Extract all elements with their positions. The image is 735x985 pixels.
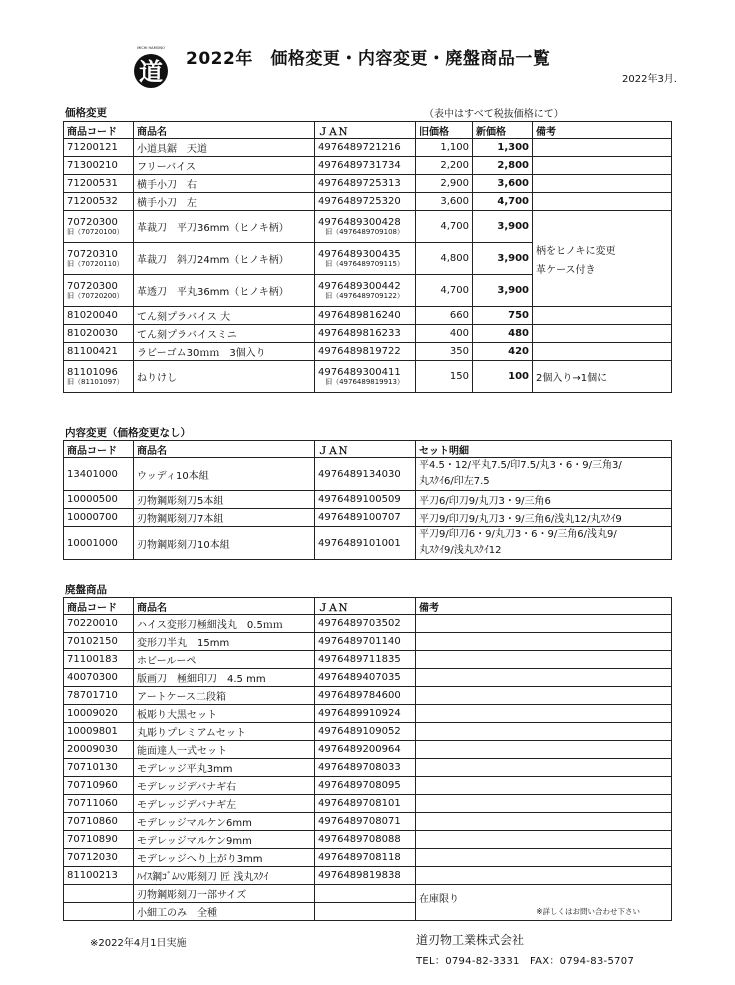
table-row xyxy=(64,687,672,705)
table-row xyxy=(64,458,672,491)
cell-code: 71200531 xyxy=(64,175,134,193)
logo-char: 道 xyxy=(139,57,163,86)
cell-jan xyxy=(315,275,416,307)
cell-set-detail xyxy=(416,527,672,560)
stock-note: 在庫限り xyxy=(419,894,459,905)
table-row xyxy=(64,633,672,651)
cell-remarks xyxy=(533,139,672,157)
cell-new-price: 4,700 xyxy=(473,193,533,211)
cell-remarks xyxy=(416,741,672,759)
cell-code xyxy=(64,243,134,275)
cell-remarks xyxy=(416,705,672,723)
document-date: 2022年3月. xyxy=(622,74,677,85)
cell-name: 版画刀 極細印刀 4.5 mm xyxy=(134,669,315,687)
cell-code: 10009020 xyxy=(64,705,134,723)
inquiry-note: ※詳しくはお問い合わせ下さい xyxy=(536,907,640,916)
cell-new-price: 100 xyxy=(473,361,533,393)
cell-new-price: 3,600 xyxy=(473,175,533,193)
cell-jan: 4976489708095 xyxy=(315,777,416,795)
cell-code: 81100421 xyxy=(64,343,134,361)
cell-remarks xyxy=(416,867,672,885)
detail-line: 丸ｽｸｲ6/印左7.5 xyxy=(419,476,490,487)
col-new-price: 新価格 xyxy=(473,122,533,139)
effective-date: ※2022年4月1日実施 xyxy=(90,938,187,949)
code-old: 旧（70720110） xyxy=(67,260,124,268)
cell-jan: 4976489708071 xyxy=(315,813,416,831)
cell-jan: 4976489708088 xyxy=(315,831,416,849)
cell-set-detail: 平刀6/印刀9/丸刀3・9/三角6 xyxy=(416,491,672,509)
cell-jan: 4976489701140 xyxy=(315,633,416,651)
table-row xyxy=(64,759,672,777)
cell-new-price: 750 xyxy=(473,307,533,325)
cell-jan: 4976489101001 xyxy=(315,527,416,560)
cell-jan: 4976489819838 xyxy=(315,867,416,885)
cell-name: モデレッジマルケン6mm xyxy=(134,813,315,831)
table-row xyxy=(64,211,672,243)
cell-name: モデレッジデバナギ左 xyxy=(134,795,315,813)
cell-remarks xyxy=(416,831,672,849)
cell-jan: 4976489721216 xyxy=(315,139,416,157)
cell-old-price: 1,100 xyxy=(416,139,473,157)
cell-code: 70712030 xyxy=(64,849,134,867)
table-row xyxy=(64,343,672,361)
cell-code: 71100183 xyxy=(64,651,134,669)
cell-name: 小細工のみ 全種 xyxy=(134,903,315,921)
col-jan: ＪＡＮ xyxy=(315,441,416,458)
cell-remarks xyxy=(416,813,672,831)
table-row xyxy=(64,831,672,849)
cell-code: 20009030 xyxy=(64,741,134,759)
cell-code: 10001000 xyxy=(64,527,134,560)
table-row xyxy=(64,193,672,211)
discontinued-table xyxy=(63,597,672,921)
cell-name: モデレッジデバナギ右 xyxy=(134,777,315,795)
cell-name: ホビールーペ xyxy=(134,651,315,669)
cell-code xyxy=(64,361,134,393)
table-row xyxy=(64,669,672,687)
cell-code xyxy=(64,211,134,243)
cell-name: アートケース二段箱 xyxy=(134,687,315,705)
cell-name: モデレッジ平丸3mm xyxy=(134,759,315,777)
company-logo xyxy=(128,44,174,90)
jan-old: 旧（4976489819913） xyxy=(325,378,404,386)
cell-code: 81020040 xyxy=(64,307,134,325)
cell-name: 変形刀半丸 15mm xyxy=(134,633,315,651)
cell-name: 丸彫りプレミアムセット xyxy=(134,723,315,741)
cell-new-price: 3,900 xyxy=(473,275,533,307)
cell-remarks xyxy=(416,885,672,921)
cell-jan: 4976489725320 xyxy=(315,193,416,211)
cell-name: 板彫り大黒セット xyxy=(134,705,315,723)
col-name: 商品名 xyxy=(134,441,315,458)
cell-jan: 4976489708033 xyxy=(315,759,416,777)
table-row xyxy=(64,615,672,633)
cell-code xyxy=(64,903,134,921)
jan-current: 4976489300435 xyxy=(318,249,401,260)
cell-name: 能面達人一式セット xyxy=(134,741,315,759)
logo-caption: MICHI HAMONO xyxy=(137,46,165,50)
col-remarks: 備考 xyxy=(416,598,672,615)
cell-code: 70102150 xyxy=(64,633,134,651)
table-header-row xyxy=(64,598,672,615)
cell-name: 刃物鋼彫刻刀10本組 xyxy=(134,527,315,560)
cell-remarks xyxy=(533,157,672,175)
remark-line: 柄をヒノキに変更 xyxy=(536,245,616,257)
contact-info: TEL：0794-82-3331 FAX：0794-83-5707 xyxy=(416,956,635,967)
cell-name: ラビーゴム30ｍｍ 3個入り xyxy=(134,343,315,361)
cell-name: ﾊｲｽ鋼ｺﾞﾑﾊﾝ彫刻刀 匠 浅丸ｽｸｲ xyxy=(134,867,315,885)
cell-new-price: 480 xyxy=(473,325,533,343)
table-row xyxy=(64,813,672,831)
cell-name: 横手小刀 左 xyxy=(134,193,315,211)
cell-code: 70710860 xyxy=(64,813,134,831)
table-row xyxy=(64,723,672,741)
cell-remarks xyxy=(416,777,672,795)
cell-remarks xyxy=(416,687,672,705)
cell-remarks xyxy=(416,759,672,777)
cell-jan: 4976489100509 xyxy=(315,491,416,509)
cell-new-price: 3,900 xyxy=(473,243,533,275)
table-row xyxy=(64,527,672,560)
cell-code: 40070300 xyxy=(64,669,134,687)
cell-jan: 4976489708118 xyxy=(315,849,416,867)
table-row xyxy=(64,175,672,193)
cell-old-price: 350 xyxy=(416,343,473,361)
cell-jan: 4976489784600 xyxy=(315,687,416,705)
col-name: 商品名 xyxy=(134,598,315,615)
code-current: 70720300 xyxy=(67,217,118,228)
content-change-title: 内容変更（価格変更なし） xyxy=(65,427,191,439)
table-row xyxy=(64,849,672,867)
code-current: 70720310 xyxy=(67,249,118,260)
cell-old-price: 3,600 xyxy=(416,193,473,211)
table-row xyxy=(64,777,672,795)
cell-jan: 4976489711835 xyxy=(315,651,416,669)
cell-name: 小道具鋸 天道 xyxy=(134,139,315,157)
code-current: 81101096 xyxy=(67,367,118,378)
table-row xyxy=(64,741,672,759)
tax-note: （表中はすべて税抜価格にて） xyxy=(424,109,564,120)
cell-jan xyxy=(315,903,416,921)
cell-jan: 4976489731734 xyxy=(315,157,416,175)
code-old: 旧（81101097） xyxy=(67,378,124,386)
cell-remarks xyxy=(416,669,672,687)
cell-code xyxy=(64,885,134,903)
cell-name: 革裁刀 斜刀24mm（ヒノキ柄） xyxy=(134,243,315,275)
jan-old: 旧（4976489709122） xyxy=(325,292,404,300)
table-row xyxy=(64,157,672,175)
jan-current: 4976489300442 xyxy=(318,281,401,292)
cell-jan xyxy=(315,361,416,393)
cell-jan xyxy=(315,885,416,903)
cell-jan: 4976489109052 xyxy=(315,723,416,741)
cell-code: 10009801 xyxy=(64,723,134,741)
jan-current: 4976489300411 xyxy=(318,367,401,378)
price-change-table xyxy=(63,121,672,393)
detail-line: 平刀9/印刀6・9/丸刀3・6・9/三角6/浅丸9/ xyxy=(419,529,617,540)
cell-new-price: 420 xyxy=(473,343,533,361)
cell-code: 78701710 xyxy=(64,687,134,705)
page-title: 2022年 価格変更・内容変更・廃盤商品一覧 xyxy=(186,49,551,69)
cell-set-detail xyxy=(416,458,672,491)
table-header-row xyxy=(64,122,672,139)
cell-code: 71300210 xyxy=(64,157,134,175)
cell-code: 70710890 xyxy=(64,831,134,849)
cell-new-price: 1,300 xyxy=(473,139,533,157)
table-row xyxy=(64,651,672,669)
table-row xyxy=(64,307,672,325)
cell-code: 70710130 xyxy=(64,759,134,777)
cell-name: モデレッジへり上がり3mm xyxy=(134,849,315,867)
cell-jan: 4976489200964 xyxy=(315,741,416,759)
table-row xyxy=(64,795,672,813)
cell-remarks xyxy=(416,723,672,741)
col-set-detail: セット明細 xyxy=(416,441,672,458)
cell-jan: 4976489816240 xyxy=(315,307,416,325)
cell-jan: 4976489708101 xyxy=(315,795,416,813)
cell-code: 13401000 xyxy=(64,458,134,491)
detail-line: 丸ｽｸｲ9/浅丸ｽｸｲ12 xyxy=(419,545,502,556)
cell-name: 刃物鋼彫刻刀5本組 xyxy=(134,491,315,509)
cell-remarks xyxy=(533,325,672,343)
cell-name: てん刻プラバイス 大 xyxy=(134,307,315,325)
cell-name: ハイス変形刀極細浅丸 0.5ｍｍ xyxy=(134,615,315,633)
cell-new-price: 3,900 xyxy=(473,211,533,243)
cell-name: ねりけし xyxy=(134,361,315,393)
cell-code: 81020030 xyxy=(64,325,134,343)
cell-name: フリーバイス xyxy=(134,157,315,175)
col-remarks: 備考 xyxy=(533,122,672,139)
discontinued-title: 廃盤商品 xyxy=(65,584,107,596)
remark-line: 革ケース付き xyxy=(536,264,596,276)
cell-name: モデレッジマルケン9mm xyxy=(134,831,315,849)
cell-set-detail: 平刀9/印刀9/丸刀3・9/三角6/浅丸12/丸ｽｸｲ9 xyxy=(416,509,672,527)
cell-jan: 4976489407035 xyxy=(315,669,416,687)
code-current: 70720300 xyxy=(67,281,118,292)
cell-jan: 4976489910924 xyxy=(315,705,416,723)
cell-code: 71200121 xyxy=(64,139,134,157)
cell-name: てん刻プラバイスミニ xyxy=(134,325,315,343)
company-name: 道刃物工業株式会社 xyxy=(416,933,525,947)
cell-code: 70220010 xyxy=(64,615,134,633)
col-jan: ＪＡＮ xyxy=(315,122,416,139)
content-change-table xyxy=(63,440,672,560)
cell-jan xyxy=(315,243,416,275)
table-row xyxy=(64,867,672,885)
cell-name: 刃物鋼彫刻刀一部サイズ xyxy=(134,885,315,903)
jan-old: 旧（4976489709115） xyxy=(325,260,404,268)
cell-code xyxy=(64,275,134,307)
cell-old-price: 2,200 xyxy=(416,157,473,175)
cell-jan: 4976489703502 xyxy=(315,615,416,633)
cell-jan xyxy=(315,211,416,243)
col-old-price: 旧価格 xyxy=(416,122,473,139)
col-code: 商品コード xyxy=(64,122,134,139)
cell-remarks xyxy=(533,175,672,193)
cell-code: 70711060 xyxy=(64,795,134,813)
cell-remarks xyxy=(416,615,672,633)
cell-remarks xyxy=(416,633,672,651)
cell-name: 横手小刀 右 xyxy=(134,175,315,193)
cell-old-price: 400 xyxy=(416,325,473,343)
code-old: 旧（70720200） xyxy=(67,292,124,300)
cell-jan: 4976489816233 xyxy=(315,325,416,343)
cell-code: 10000700 xyxy=(64,509,134,527)
table-row xyxy=(64,491,672,509)
cell-code: 70710960 xyxy=(64,777,134,795)
table-row xyxy=(64,139,672,157)
cell-remarks xyxy=(533,307,672,325)
cell-remarks xyxy=(533,193,672,211)
col-name: 商品名 xyxy=(134,122,315,139)
cell-remarks xyxy=(533,211,672,307)
col-code: 商品コード xyxy=(64,598,134,615)
cell-jan: 4976489134030 xyxy=(315,458,416,491)
cell-old-price: 150 xyxy=(416,361,473,393)
code-old: 旧（70720100） xyxy=(67,228,124,236)
cell-remarks xyxy=(416,849,672,867)
table-row xyxy=(64,509,672,527)
table-row xyxy=(64,705,672,723)
cell-jan: 4976489100707 xyxy=(315,509,416,527)
cell-jan: 4976489819722 xyxy=(315,343,416,361)
price-change-title: 価格変更 xyxy=(65,107,107,119)
cell-code: 81100213 xyxy=(64,867,134,885)
table-row xyxy=(64,885,672,903)
table-row xyxy=(64,325,672,343)
cell-name: 革裁刀 平刀36mm（ヒノキ柄） xyxy=(134,211,315,243)
cell-old-price: 4,700 xyxy=(416,211,473,243)
jan-old: 旧（4976489709108） xyxy=(325,228,404,236)
table-row xyxy=(64,361,672,393)
cell-name: 革透刀 平丸36mm（ヒノキ柄） xyxy=(134,275,315,307)
cell-old-price: 660 xyxy=(416,307,473,325)
col-code: 商品コード xyxy=(64,441,134,458)
cell-new-price: 2,800 xyxy=(473,157,533,175)
cell-old-price: 2,900 xyxy=(416,175,473,193)
cell-jan: 4976489725313 xyxy=(315,175,416,193)
jan-current: 4976489300428 xyxy=(318,217,401,228)
cell-code: 71200532 xyxy=(64,193,134,211)
cell-name: 刃物鋼彫刻刀7本組 xyxy=(134,509,315,527)
cell-remarks xyxy=(416,795,672,813)
cell-remarks xyxy=(416,651,672,669)
cell-remarks: 2個入り→1個に xyxy=(533,361,672,393)
col-jan: ＪＡＮ xyxy=(315,598,416,615)
cell-remarks xyxy=(533,343,672,361)
detail-line: 平4.5・12/平丸7.5/印7.5/丸3・6・9/三角3/ xyxy=(419,460,622,471)
cell-old-price: 4,800 xyxy=(416,243,473,275)
cell-code: 10000500 xyxy=(64,491,134,509)
cell-old-price: 4,700 xyxy=(416,275,473,307)
cell-name: ウッディ10本組 xyxy=(134,458,315,491)
table-header-row xyxy=(64,441,672,458)
